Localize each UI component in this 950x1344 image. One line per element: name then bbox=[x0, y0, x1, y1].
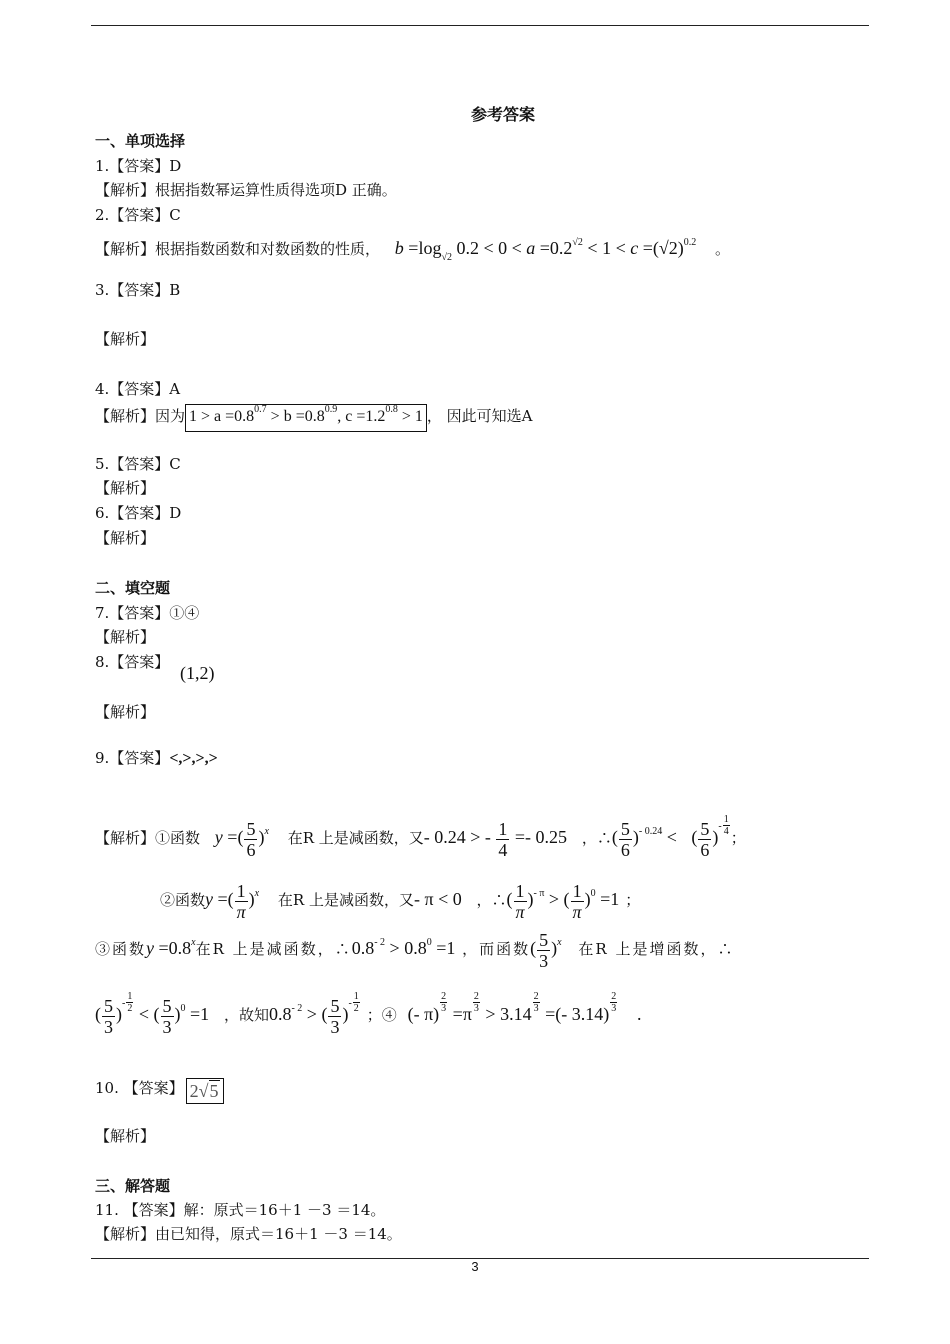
q8-analysis: 【解析】 bbox=[95, 703, 156, 721]
q9-l4-frac1: $\frac{5}{3}$ bbox=[104, 995, 113, 1037]
q9-l2-m3: ) bbox=[527, 889, 534, 909]
q9-l3-m1: =0.8 bbox=[154, 938, 192, 958]
q9-l2-lead: ②函数 bbox=[160, 891, 206, 909]
q9-l2-close: ) bbox=[248, 889, 255, 909]
q6-answer: 6.【答案】D bbox=[95, 504, 182, 522]
q9-l1-m5: ( bbox=[691, 827, 698, 847]
q9-l3-y: y bbox=[146, 938, 155, 958]
q9-l3-e1: - 2 bbox=[374, 937, 386, 948]
q9-l4-frac2: $\frac{5}{3}$ bbox=[162, 995, 172, 1037]
q10-answer-value bbox=[186, 1078, 224, 1104]
q9-l1-e1: - 0.24 bbox=[638, 826, 663, 837]
q9-l2-m5: =1 bbox=[595, 889, 620, 909]
q8-value: (1,2) bbox=[180, 663, 215, 683]
q5-answer: 5.【答案】C bbox=[95, 455, 181, 473]
q2-end: 。 bbox=[715, 240, 731, 258]
q4-exp1: 0.7 bbox=[254, 404, 267, 415]
page-title: 参考答案 bbox=[471, 105, 536, 124]
q11-answer: 11. 【答案】解：原式＝16＋1 －3 ＝14。 bbox=[95, 1201, 386, 1219]
q9-l2-e1: - π bbox=[533, 888, 545, 899]
q9-l4-exp6: $\frac{2}{3}$ bbox=[473, 990, 479, 1014]
q9-l2-eq: =( bbox=[213, 889, 234, 909]
q10-sqrt-sign: √ bbox=[198, 1081, 209, 1101]
q4-tail: ， 因此可知选A bbox=[426, 407, 533, 425]
q9-l2-text2: ，∴ bbox=[476, 891, 507, 909]
q9-l4-frac3: $\frac{5}{3}$ bbox=[330, 995, 340, 1037]
q2-var-c: c bbox=[630, 238, 639, 258]
q9-l1-x: x bbox=[264, 826, 269, 837]
q9-l3-text3: 在R 上是增函数，∴ bbox=[578, 940, 735, 958]
q9-l4-m13: =(- 3.14) bbox=[540, 1004, 610, 1024]
q3-answer: 3.【答案】B bbox=[95, 281, 181, 299]
q9-l2-frac3: $\frac{1}{\pi}$ bbox=[572, 880, 582, 922]
q9-analysis-line1 bbox=[95, 815, 746, 863]
q2-answer: 2.【答案】C bbox=[95, 206, 181, 224]
q9-l4-text1: ，故知 bbox=[223, 1006, 269, 1024]
q4-analysis-text: 【解析】因为 bbox=[95, 407, 186, 425]
q9-l4-exp5: $\frac{2}{3}$ bbox=[441, 990, 447, 1014]
q9-l1-lead: 【解析】①函数 bbox=[95, 829, 201, 847]
q8-answer: 8.【答案】 bbox=[95, 653, 170, 671]
q2-analysis-text: 【解析】根据指数函数和对数函数的性质， bbox=[95, 240, 381, 258]
q1-answer: 1.【答案】D bbox=[95, 157, 182, 175]
q9-analysis-line3 bbox=[95, 926, 734, 974]
q9-l2-y: y bbox=[205, 889, 214, 909]
q4-part2: > b =0.8 bbox=[266, 408, 325, 425]
q9-l1-m1: - 0.24 > - bbox=[423, 827, 496, 847]
q9-l3-m3: > 0.8 bbox=[385, 938, 427, 958]
q9-l3-m6: ) bbox=[551, 938, 558, 958]
q9-l4-text2: ；④ bbox=[366, 1006, 397, 1024]
q9-l3-m5: ( bbox=[530, 938, 537, 958]
q9-l1-lt: < bbox=[662, 827, 682, 847]
q9-l4-m6: 0.8 bbox=[268, 1004, 292, 1024]
q10-answer bbox=[95, 1078, 224, 1104]
section-heading-solutions: 三、解答题 bbox=[95, 1177, 171, 1195]
q9-l3-m4: =1 bbox=[431, 938, 456, 958]
q9-l3-text1: 在R 上是减函数，∴ bbox=[195, 940, 352, 958]
q3-analysis: 【解析】 bbox=[95, 330, 156, 348]
q2-var-a: a bbox=[526, 238, 536, 258]
q7-analysis: 【解析】 bbox=[95, 628, 156, 646]
q9-l1-end: ； bbox=[730, 829, 746, 847]
q9-l1-frac2: $\frac{1}{4}$ bbox=[498, 818, 508, 860]
q9-l4-m8: ( bbox=[321, 1004, 328, 1024]
q10-coef: 2 bbox=[189, 1081, 199, 1101]
q9-l2-frac: $\frac{1}{\pi}$ bbox=[236, 880, 246, 922]
q9-l4-end: . bbox=[637, 1004, 642, 1024]
q9-l1-text2: ，∴ bbox=[581, 829, 612, 847]
q9-l4-m2: ) bbox=[116, 1004, 122, 1024]
q9-l4-m9: ) bbox=[342, 1004, 349, 1024]
q9-l3-frac: $\frac{5}{3}$ bbox=[539, 929, 549, 971]
page-number: 3 bbox=[471, 1259, 479, 1274]
q2-a-exponent: √2 bbox=[572, 237, 583, 248]
q2-analysis bbox=[95, 238, 730, 262]
q9-l4-e3: - 2 bbox=[291, 1003, 303, 1014]
q9-l3-lead: ③函数 bbox=[95, 940, 147, 958]
q2-formula bbox=[394, 237, 701, 263]
q9-l1-frac3: $\frac{5}{6}$ bbox=[620, 818, 630, 860]
q9-l4-m7: > bbox=[302, 1004, 322, 1024]
q9-l1-close: ) bbox=[258, 827, 265, 847]
q9-l3-e2: 0 bbox=[426, 937, 432, 948]
q9-l4-m11: =π bbox=[448, 1004, 472, 1024]
q9-l2-m1: - π < 0 bbox=[413, 889, 462, 909]
q9-l1-m3: ( bbox=[611, 827, 618, 847]
q9-analysis-line2 bbox=[160, 877, 640, 925]
q9-l1-text1: 在R 上是减函数，又 bbox=[287, 829, 424, 847]
q4-part3: , c =1.2 bbox=[337, 408, 386, 425]
section-heading-fill-blank: 二、填空题 bbox=[95, 579, 171, 597]
q9-l4-m4: ) bbox=[174, 1004, 181, 1024]
q4-answer: 4.【答案】A bbox=[95, 380, 181, 398]
q9-l4-m1: ( bbox=[95, 1004, 101, 1024]
q9-l1-y: y bbox=[214, 827, 223, 847]
q2-ineq2: < 1 < bbox=[582, 238, 631, 258]
q9-l4-e2: 0 bbox=[180, 1003, 186, 1014]
q4-analysis bbox=[95, 404, 532, 432]
q9-l3-text2: ，而函数 bbox=[462, 940, 531, 958]
q9-l2-x: x bbox=[254, 888, 260, 899]
q2-a-value: =0.2 bbox=[535, 238, 573, 258]
q9-l4-m12: > 3.14 bbox=[480, 1004, 532, 1024]
q2-c-exponent: 0.2 bbox=[683, 237, 697, 248]
q10-answer-label: 10. 【答案】 bbox=[95, 1079, 184, 1097]
q9-l2-frac2: $\frac{1}{\pi}$ bbox=[515, 880, 525, 922]
q9-l4-exp7: $\frac{2}{3}$ bbox=[533, 990, 539, 1014]
q4-part1: 1 > a =0.8 bbox=[189, 408, 255, 425]
q7-answer: 7.【答案】①④ bbox=[95, 604, 200, 622]
q9-l3-x: x bbox=[191, 937, 196, 948]
q10-analysis: 【解析】 bbox=[95, 1127, 156, 1145]
q1-analysis: 【解析】根据指数幂运算性质得选项D 正确。 bbox=[95, 181, 397, 199]
q9-l2-text1: 在R 上是减函数，又 bbox=[277, 891, 414, 909]
q4-exp2: 0.9 bbox=[324, 404, 338, 415]
q9-l3-x2: x bbox=[557, 937, 562, 948]
q9-answer-value: <,>,>,> bbox=[169, 750, 218, 767]
q9-l2-m2: ( bbox=[506, 889, 513, 909]
q2-ineq1: 0.2 < 0 < bbox=[451, 238, 527, 258]
q9-l1-frac4: $\frac{5}{6}$ bbox=[700, 818, 710, 860]
q9-l2-e2: 0 bbox=[590, 888, 596, 899]
q11-analysis: 【解析】由已知得，原式＝16＋1 －3 ＝14。 bbox=[95, 1225, 402, 1243]
q9-l3-m2: 0.8 bbox=[351, 938, 375, 958]
q6-analysis: 【解析】 bbox=[95, 529, 156, 547]
q9-l1-exp-frac: - $\frac{1}{4}$ bbox=[718, 813, 729, 837]
q5-analysis: 【解析】 bbox=[95, 479, 156, 497]
header-rule bbox=[91, 25, 869, 26]
q9-answer bbox=[95, 748, 218, 769]
q9-l1-m6: ) bbox=[712, 827, 719, 847]
q9-l1-m4: ) bbox=[632, 827, 639, 847]
q9-l4-m5: =1 bbox=[185, 1004, 210, 1024]
q4-part4: > 1 bbox=[397, 408, 423, 425]
q9-l1-m2: =- 0.25 bbox=[510, 827, 568, 847]
q9-l4-m3: < ( bbox=[134, 1004, 160, 1024]
q9-analysis-line4 bbox=[95, 992, 642, 1040]
q9-l2-m4: ) bbox=[584, 889, 591, 909]
q9-l2-gt: > ( bbox=[544, 889, 570, 909]
q2-log: =log bbox=[403, 238, 442, 258]
q2-var-b: b bbox=[394, 238, 404, 258]
section-heading-single-choice: 一、单项选择 bbox=[95, 132, 186, 150]
q10-radicand: 5 bbox=[209, 1081, 219, 1101]
q4-boxed-formula bbox=[185, 404, 427, 432]
q9-l2-end: ； bbox=[625, 891, 641, 909]
q2-c-value: =(√2) bbox=[638, 238, 684, 258]
q9-l4-m10: (- π) bbox=[407, 1004, 440, 1024]
q9-l4-exp1: - $\frac{1}{2}$ bbox=[122, 990, 133, 1014]
q9-l4-exp8: $\frac{2}{3}$ bbox=[611, 990, 617, 1014]
q2-log-base: √2 bbox=[441, 252, 452, 263]
q4-exp3: 0.8 bbox=[385, 404, 398, 415]
q9-l1-eq: =( bbox=[222, 827, 244, 847]
q9-l4-exp4: - $\frac{1}{2}$ bbox=[348, 990, 359, 1014]
q9-l1-frac: $\frac{5}{6}$ bbox=[246, 818, 256, 860]
q9-answer-label: 9.【答案】 bbox=[95, 749, 170, 767]
